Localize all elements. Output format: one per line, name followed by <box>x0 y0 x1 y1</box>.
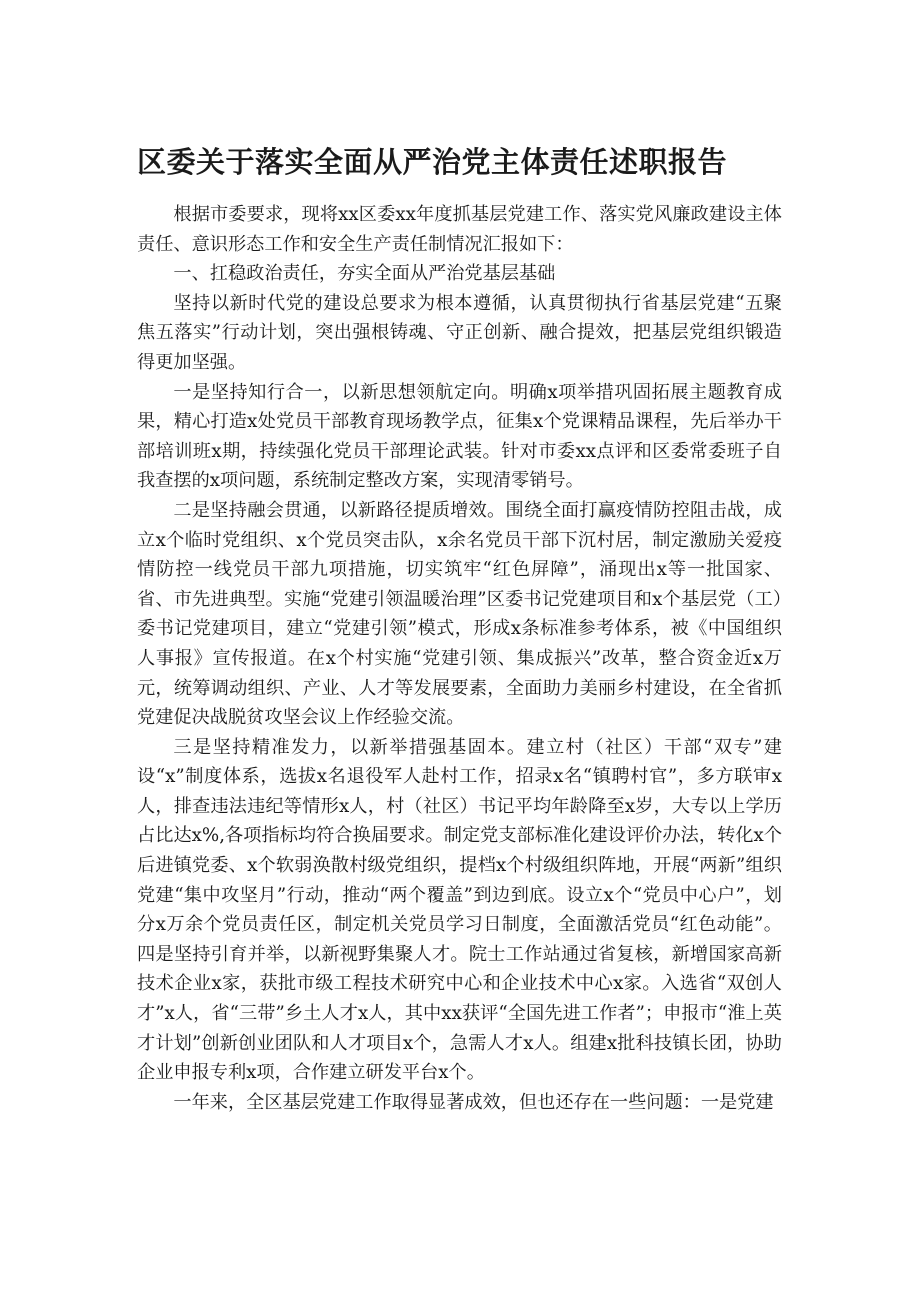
paragraph-point-2: 二是坚持融会贯通，以新路径提质增效。围绕全面打赢疫情防控阻击战，成立x个临时党组织、x个党员突击队，x余名党员干部下沉村居，制定激励关爱疫情防控一线党员干部九项措施，切实筑牢“红色屏障”，涌现出x等一批国家、省、市先进典型。实施“党建引领温暖治理”区委书记党建项目和x个基层党（工）委书记党建项目，建立“党建引领”模式，形成x条标准参考体系，被《中国组织人事报》宣传报道。在x个村实施“党建引领、集成振兴”改革，整合资金近x万元，统筹调动组织、产业、人才等发展要素，全面助力美丽乡村建设，在全省抓党建促决战脱贫攻坚会议上作经验交流。 <box>137 499 782 729</box>
section-heading-1: 一、扛稳政治责任，夯实全面从严治党基层基础 <box>173 263 556 285</box>
paragraph-point-1: 一是坚持知行合一，以新思想领航定向。明确x项举措巩固拓展主题教育成果，精心打造x处党员干部教育现场教学点，征集x个党课精品课程，先后举办干部培训班x期，持续强化党员干部理论武装。针对市委xx点评和区委常委班子自我查摆的x项问题，系统制定整改方案，实现清零销号。 <box>137 381 782 492</box>
document-body <box>137 200 782 1117</box>
paragraph-section-summary: 坚持以新时代党的建设总要求为根本遵循，认真贯彻执行省基层党建“五聚焦五落实”行动计划，突出强根铸魂、守正创新、融合提效，把基层党组织锻造得更加坚强。 <box>137 292 782 373</box>
document-title: 区委关于落实全面从严治党主体责任述职报告 <box>137 145 728 179</box>
paragraph-intro: 根据市委要求，现将xx区委xx年度抓基层党建工作、落实党风廉政建设主体责任、意识形态工作和安全生产责任制情况汇报如下： <box>137 204 782 255</box>
paragraph-point-3: 三是坚持精准发力，以新举措强基固本。建立村（社区）干部“双专”建设“x”制度体系，选拔x名退役军人赴村工作，招录x名“镇聘村官”，多方联审x人，排查违法违纪等情形x人，村（社区）书记平均年龄降至x岁，大专以上学历占比达x%,各项指标均符合换届要求。制定党支部标准化建设评价办法，转化x个后进镇党委、x个软弱涣散村级党组织，提档x个村级组织阵地，开展“两新”组织党建“集中攻坚月”行动，推动“两个覆盖”到边到底。设立x个“党员中心户”，划分x万余个党员责任区，制定机关党员学习日制度，全面激活党员“红色动能”。四是坚持引育并举，以新视野集聚人才。院士工作站通过省复核，新增国家高新技术企业x家，获批市级工程技术研究中心和企业技术中心x家。入选省“双创人才”x人，省“三带”乡土人才x人，其中xx获评“全国先进工作者”；申报市“淮上英才计划”创新创业团队和人才项目x个，急需人才x人。组建x批科技镇长团，协助企业申报专利x项，合作建立研发平台x个。 <box>137 736 783 1084</box>
paragraph-conclusion: 一年来，全区基层党建工作取得显著成效，但也还存在一些问题：一是党建 <box>173 1091 774 1113</box>
